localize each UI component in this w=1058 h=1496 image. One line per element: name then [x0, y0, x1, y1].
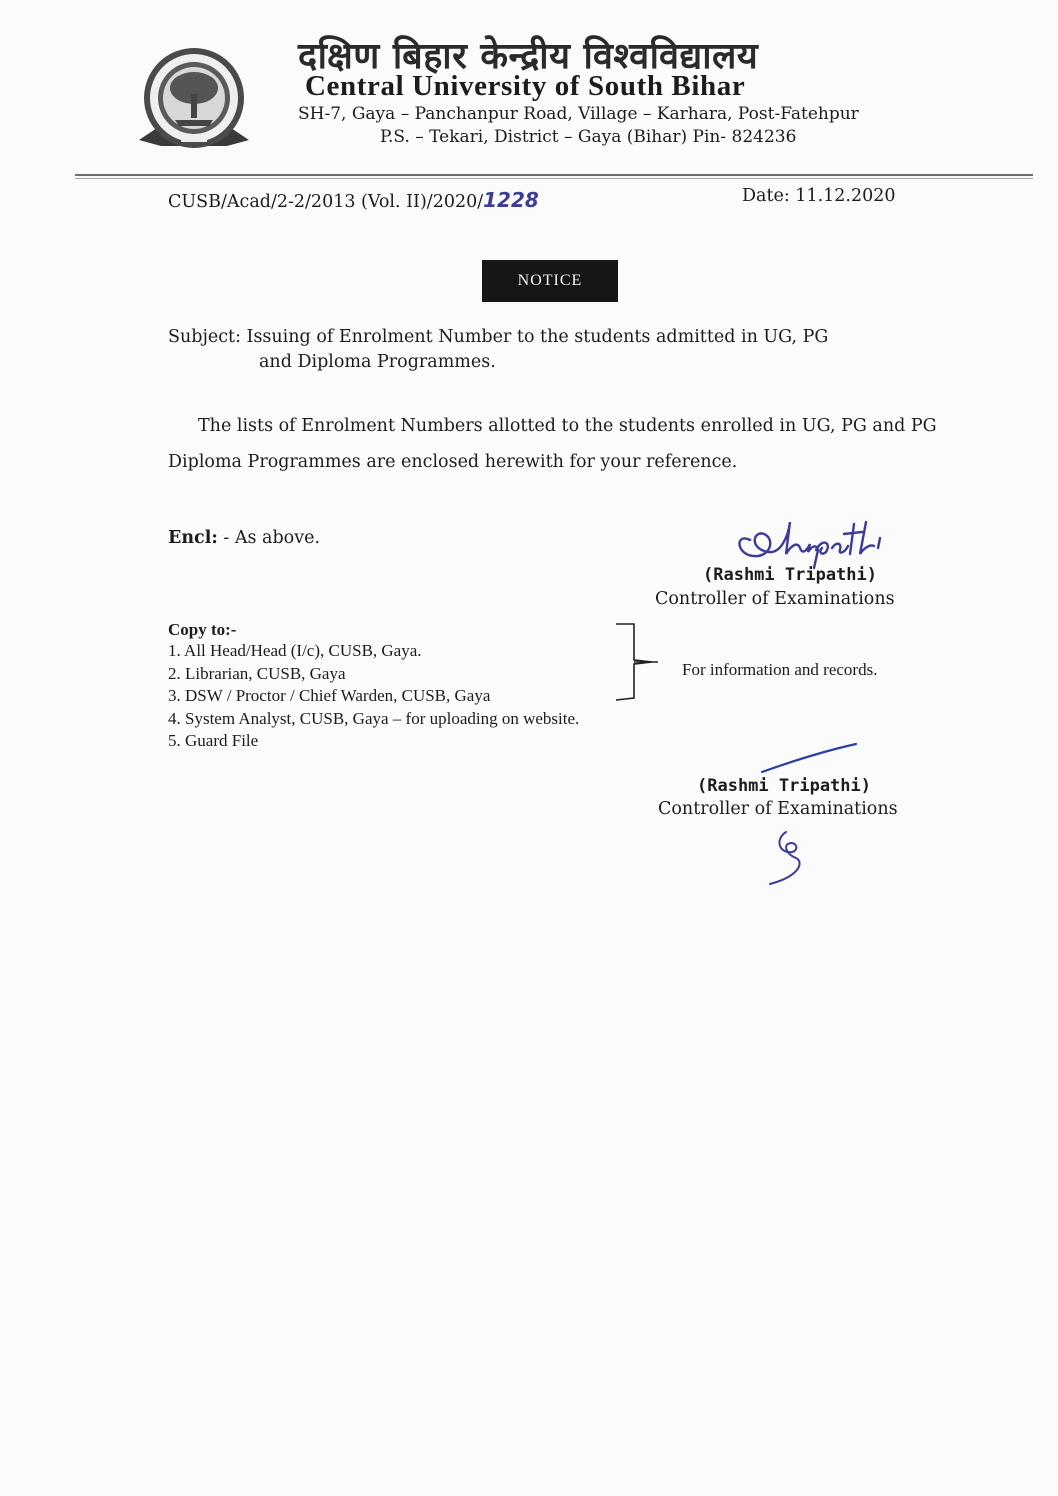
copy-to-item: 2. Librarian, CUSB, Gaya	[168, 663, 346, 683]
reference-number	[168, 188, 539, 212]
handwritten-initial	[766, 826, 826, 888]
copy-to-list	[168, 640, 579, 753]
header-divider	[75, 174, 1033, 176]
copy-to-item: 5. Guard File	[168, 731, 259, 750]
copy-to-item: 4. System Analyst, CUSB, Gaya – for uploading on website.	[168, 708, 580, 728]
subject-line-1: Subject: Issuing of Enrolment Number to the students admitted in UG, PG	[168, 327, 829, 347]
right-brace-icon	[612, 622, 672, 702]
notice-date: Date: 11.12.2020	[742, 186, 896, 206]
reference-handwritten-number: 1228	[483, 188, 539, 212]
signatory-name: (Rashmi Tripathi)	[703, 565, 877, 585]
subject-line-2: and Diploma Programmes.	[259, 352, 496, 372]
subject-line	[168, 325, 968, 375]
copy-to-item: 1. All Head/Head (I/c), CUSB, Gaya.	[168, 641, 422, 660]
notice-heading: NOTICE	[482, 260, 618, 302]
bracket-note: For information and records.	[682, 660, 878, 679]
address-line-2: P.S. – Tekari, District – Gaya (Bihar) Pin- 824236	[380, 127, 797, 147]
university-name-hindi: दक्षिण बिहार केन्द्रीय विश्वविद्यालय	[298, 36, 759, 77]
university-seal-icon	[135, 42, 253, 160]
university-name-english: Central University of South Bihar	[305, 70, 746, 102]
signature-stroke	[760, 740, 860, 774]
header-divider-secondary	[75, 178, 1033, 179]
enclosure-label: Encl:	[168, 528, 218, 548]
signatory-role-copy: Controller of Examinations	[658, 799, 898, 819]
body-paragraph: The lists of Enrolment Numbers allotted to the students enrolled in UG, PG and PG Diploma Programmes are enclosed herewith for your reference.	[168, 416, 937, 472]
copy-to-item: 3. DSW / Proctor / Chief Warden, CUSB, Gaya	[168, 686, 491, 705]
reference-prefix: CUSB/Acad/2-2/2013 (Vol. II)/2020/	[168, 192, 484, 212]
signatory-name-copy: (Rashmi Tripathi)	[697, 776, 871, 796]
signatory-role: Controller of Examinations	[655, 589, 895, 609]
address-line-1: SH-7, Gaya – Panchanpur Road, Village – Karhara, Post-Fatehpur	[298, 104, 859, 124]
handwritten-signature	[728, 508, 948, 570]
enclosure-note	[168, 528, 320, 548]
enclosure-text: - As above.	[217, 528, 321, 548]
copy-to-heading: Copy to:-	[168, 620, 237, 639]
